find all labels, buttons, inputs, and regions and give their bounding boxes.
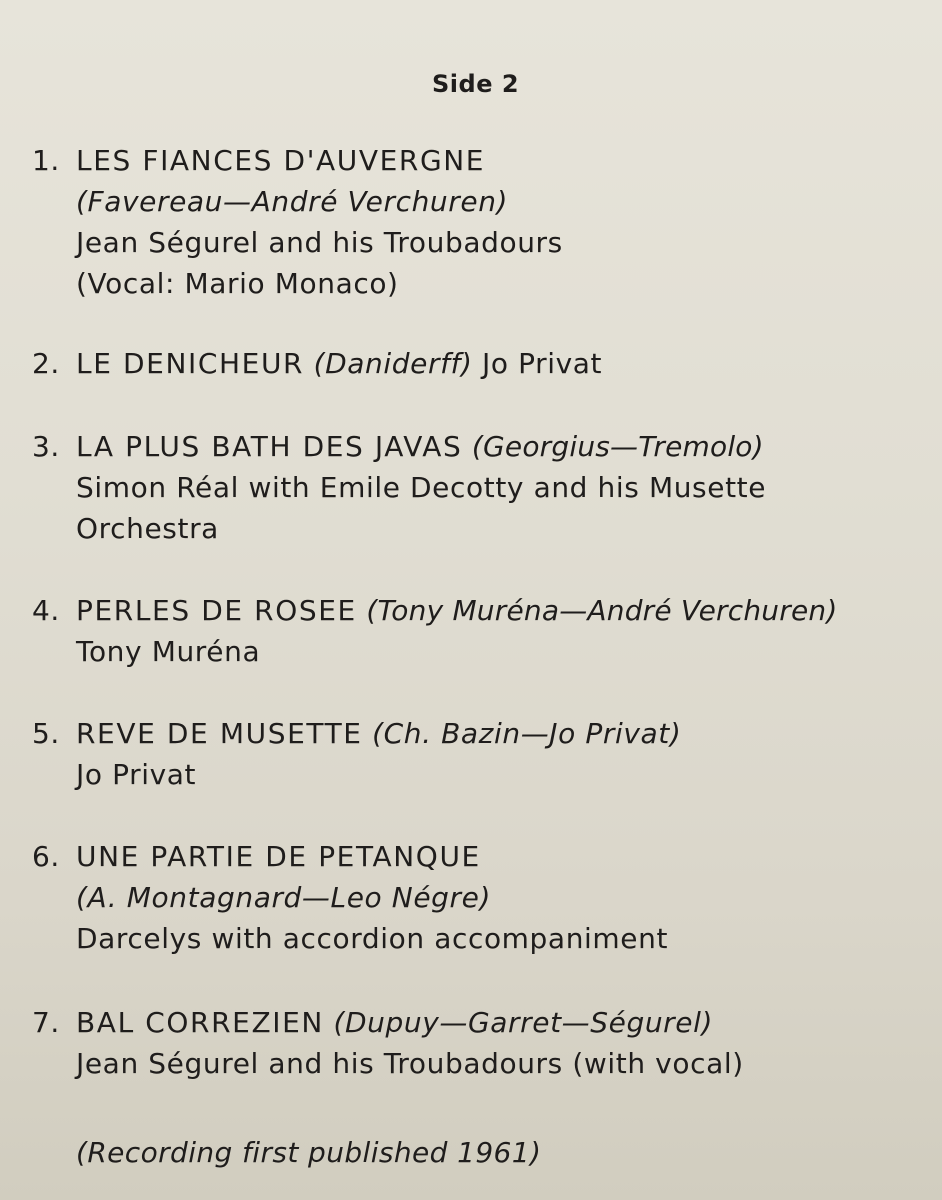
side-heading: Side 2 — [432, 70, 520, 98]
track-title-line — [32, 140, 932, 181]
track-performer: Darcelys with accordion accompaniment — [76, 922, 669, 955]
track-vocal: (Vocal: Mario Monaco) — [76, 267, 399, 300]
track-title-line — [32, 713, 932, 754]
track-number: 2. — [32, 347, 60, 380]
track-performer: Jean Ségurel and his Troubadours — [76, 226, 563, 259]
track-item — [32, 713, 932, 795]
track-item — [32, 343, 932, 384]
track-item — [32, 1002, 932, 1084]
track-item — [32, 836, 932, 959]
track-performer: Simon Réal with Emile Decotty and his Musette — [76, 471, 767, 504]
track-performer: Tony Muréna — [76, 635, 261, 668]
track-composers: (Georgius—Tremolo) — [471, 430, 764, 463]
track-title-line — [32, 836, 932, 877]
track-composers: (Ch. Bazin—Jo Privat) — [372, 717, 682, 750]
track-title: PERLES DE ROSEE — [76, 594, 357, 627]
track-title-line — [32, 1002, 932, 1043]
track-item — [32, 590, 932, 672]
track-composers: (A. Montagnard—Leo Négre) — [76, 881, 491, 914]
track-composers: (Favereau—André Verchuren) — [76, 185, 509, 218]
track-title: LES FIANCES D'AUVERGNE — [76, 144, 486, 177]
track-number: 7. — [32, 1006, 60, 1039]
track-title-line — [32, 426, 932, 467]
track-number: 5. — [32, 717, 60, 750]
track-composers: (Daniderff) — [313, 347, 473, 380]
track-number: 1. — [32, 144, 60, 177]
track-title: UNE PARTIE DE PETANQUE — [76, 840, 481, 873]
track-performer: Jo Privat — [482, 347, 603, 380]
track-performer-cont: Orchestra — [76, 512, 219, 545]
track-item — [32, 426, 932, 549]
track-item — [32, 140, 932, 304]
track-performer: Jean Ségurel and his Troubadours (with vocal) — [76, 1047, 744, 1080]
track-title: BAL CORREZIEN — [76, 1006, 324, 1039]
track-title: LA PLUS BATH DES JAVAS — [76, 430, 463, 463]
track-composers: (Tony Muréna—André Verchuren) — [366, 594, 838, 627]
track-composers: (Dupuy—Garret—Ségurel) — [333, 1006, 714, 1039]
track-performer: Jo Privat — [76, 758, 197, 791]
track-title: REVE DE MUSETTE — [76, 717, 363, 750]
track-number: 6. — [32, 840, 60, 873]
publication-note: (Recording first published 1961) — [76, 1136, 542, 1169]
track-number: 3. — [32, 430, 60, 463]
track-title: LE DENICHEUR — [76, 347, 305, 380]
track-title-line — [32, 590, 932, 631]
track-number: 4. — [32, 594, 60, 627]
